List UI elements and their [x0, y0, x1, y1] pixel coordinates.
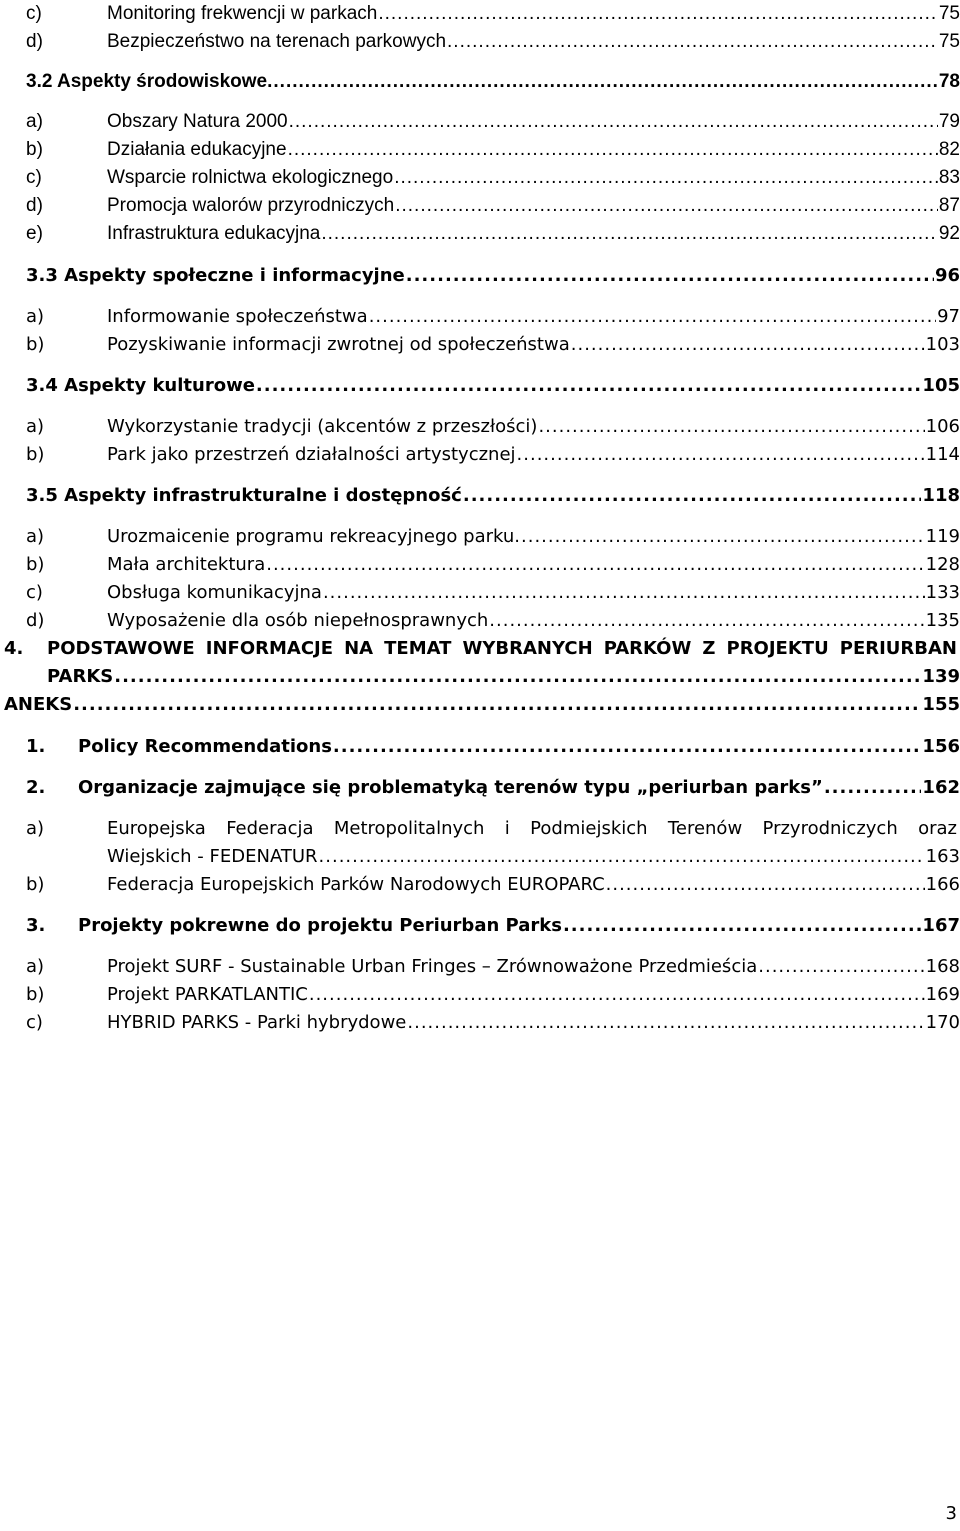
dot-leader	[323, 579, 925, 607]
dot-leader	[273, 68, 937, 96]
toc-section[interactable]	[0, 733, 960, 761]
toc-entry-label: a)	[26, 111, 43, 132]
toc-entry-label: b)	[26, 874, 45, 895]
dot-leader	[406, 262, 934, 290]
toc-entry[interactable]	[0, 1009, 960, 1037]
dot-leader	[256, 372, 922, 400]
dot-leader	[319, 843, 925, 871]
toc-entry-text: Informowanie społeczeństwa	[107, 303, 369, 331]
toc-entry-text: Wsparcie rolnictwa ekologicznego	[107, 164, 394, 192]
toc-entry-text: Pozyskiwanie informacji zwrotnej od społeczeństwa	[107, 331, 571, 359]
toc-entry-page: 135	[925, 607, 960, 635]
toc-entry-text: Obszary Natura 2000	[107, 108, 289, 136]
toc-entry[interactable]	[0, 551, 960, 579]
toc-entry-page: 75	[938, 28, 960, 56]
toc-entry-label: b)	[26, 334, 45, 355]
toc-entry-text: Mała architektura	[107, 551, 266, 579]
toc-entry-text: Federacja Europejskich Parków Narodowych EUROPARC	[107, 871, 606, 899]
toc-section[interactable]	[0, 68, 960, 96]
toc-section[interactable]	[0, 372, 960, 400]
toc-entry-text: Organizacje zajmujące się problematyką terenów typu „periurban parks”	[78, 774, 824, 802]
toc-section[interactable]	[0, 262, 960, 290]
toc-entry-page: 119	[925, 523, 960, 551]
toc-entry-text-continued: Wiejskich - FEDENATUR	[107, 843, 319, 871]
dot-leader	[517, 441, 925, 469]
dot-leader	[758, 953, 924, 981]
dot-leader	[289, 108, 938, 136]
toc-entry-page: 97	[936, 303, 960, 331]
toc-entry-page: 128	[925, 551, 960, 579]
toc-entry-text: Projekt PARKATLANTIC	[107, 981, 309, 1009]
toc-chapter-label: 4.	[4, 638, 24, 659]
toc-section[interactable]	[0, 774, 960, 802]
toc-entry-text: Urozmaicenie programu rekreacyjnego parku.	[107, 523, 521, 551]
toc-entry-page: 96	[934, 262, 960, 290]
toc-entry[interactable]	[0, 523, 960, 551]
dot-leader	[447, 28, 938, 56]
toc-entry-label: a)	[26, 818, 45, 839]
toc-entry-text: Monitoring frekwencji w parkach	[107, 0, 378, 28]
toc-entry-page: 139	[921, 663, 960, 691]
dot-leader	[563, 912, 921, 940]
toc-chapter-text[interactable]: PODSTAWOWE INFORMACJE NA TEMAT WYBRANYCH PARKÓW Z PROJEKTU PERIURBAN	[47, 638, 957, 659]
dot-leader	[333, 733, 922, 761]
toc-entry-text: Wyposażenie dla osób niepełnosprawnych	[107, 607, 489, 635]
toc-entry-page: 82	[938, 136, 960, 164]
toc-entry-page: 162	[921, 774, 960, 802]
toc-section[interactable]	[0, 912, 960, 940]
toc-entry-page: 166	[925, 871, 960, 899]
toc-entry[interactable]	[0, 0, 960, 28]
dot-leader	[395, 192, 938, 220]
toc-entry-page: 133	[925, 579, 960, 607]
dot-leader	[73, 691, 921, 719]
dot-leader	[266, 551, 924, 579]
toc-entry-page: 105	[921, 372, 960, 400]
toc-entry-page: 118	[921, 482, 960, 510]
toc-entry-text: HYBRID PARKS - Parki hybrydowe	[107, 1009, 407, 1037]
page-number: 3	[945, 1503, 957, 1524]
dot-leader	[321, 220, 938, 248]
dot-leader	[407, 1009, 924, 1037]
toc-entry-page: 92	[938, 220, 960, 248]
toc-entry-page: 75	[938, 0, 960, 28]
toc-entry-page: 79	[938, 108, 960, 136]
dot-leader	[571, 331, 925, 359]
toc-entry-page: 106	[925, 413, 960, 441]
toc-entry-text: Obsługa komunikacyjna	[107, 579, 323, 607]
dot-leader	[394, 164, 938, 192]
toc-entry[interactable]	[0, 441, 960, 469]
toc-entry-text: Europejska Federacja Metropolitalnych i Podmiejskich Terenów Przyrodniczych oraz	[107, 818, 957, 839]
toc-entry[interactable]	[0, 108, 960, 136]
toc-entry-text: Infrastruktura edukacyjna	[107, 220, 321, 248]
toc-entry[interactable]	[0, 220, 960, 248]
toc-entry-page: 167	[921, 912, 960, 940]
dot-leader	[378, 0, 938, 28]
toc-entry[interactable]	[0, 871, 960, 899]
toc-entry-text: 3.3 Aspekty społeczne i informacyjne	[26, 262, 406, 290]
toc-entry-label: 3.	[26, 915, 46, 936]
toc-entry-page: 87	[938, 192, 960, 220]
toc-entry[interactable]	[0, 331, 960, 359]
toc-entry-label: a)	[26, 306, 45, 327]
toc-entry-label: c)	[26, 582, 43, 603]
dot-leader	[521, 523, 925, 551]
toc-entry-text: 3.5 Aspekty infrastrukturalne i dostępność	[26, 482, 463, 510]
toc-entry-label: a)	[26, 956, 45, 977]
toc-entry-page: 163	[925, 843, 960, 871]
toc-chapter[interactable]	[0, 663, 960, 691]
toc-entry[interactable]	[0, 579, 960, 607]
toc-entry-page: 155	[921, 691, 960, 719]
toc-entry[interactable]	[0, 164, 960, 192]
dot-leader	[824, 774, 922, 802]
toc-entry-text: ANEKS	[4, 691, 73, 719]
toc-entry-page: 83	[938, 164, 960, 192]
toc-section[interactable]	[0, 482, 960, 510]
toc-entry-page: 78	[938, 68, 960, 96]
dot-leader	[114, 663, 921, 691]
toc-entry-page: 168	[925, 953, 960, 981]
toc-entry-label: d)	[26, 31, 43, 52]
toc-entry-label: 2.	[26, 777, 46, 798]
toc-entry-text: Wykorzystanie tradycji (akcentów z przeszłości)	[107, 413, 538, 441]
toc-entry-text: Działania edukacyjne	[107, 136, 288, 164]
toc-chapter[interactable]	[0, 691, 960, 719]
dot-leader	[309, 981, 925, 1009]
toc-entry[interactable]	[0, 981, 960, 1009]
toc-entry-page: 156	[921, 733, 960, 761]
toc-entry-page: 170	[925, 1009, 960, 1037]
toc-entry[interactable]	[0, 607, 960, 635]
toc-entry-page: 114	[925, 441, 960, 469]
toc-entry[interactable]	[0, 192, 960, 220]
toc-entry-text: Projekty pokrewne do projektu Periurban Parks	[78, 912, 563, 940]
dot-leader	[369, 303, 936, 331]
toc-entry-text-continued: PARKS	[47, 663, 114, 691]
toc-entry-page: 103	[925, 331, 960, 359]
toc-entry[interactable]	[0, 303, 960, 331]
dot-leader	[463, 482, 922, 510]
toc-entry-text: Park jako przestrzeń działalności artystycznej	[107, 441, 517, 469]
toc-entry-label: c)	[26, 3, 42, 24]
dot-leader	[489, 607, 924, 635]
toc-entry-text: Projekt SURF - Sustainable Urban Fringes – Zrównoważone Przedmieścia	[107, 953, 758, 981]
toc-entry-label: c)	[26, 167, 42, 188]
toc-entry-label: e)	[26, 223, 43, 244]
toc-entry-label: c)	[26, 1012, 43, 1033]
toc-entry[interactable]	[0, 843, 960, 871]
toc-entry[interactable]	[0, 815, 960, 843]
toc-entry-label: b)	[26, 444, 45, 465]
toc-entry-text: 3.2 Aspekty środowiskowe.	[26, 68, 273, 96]
toc-entry-label: a)	[26, 526, 45, 547]
toc-entry-text: Bezpieczeństwo na terenach parkowych	[107, 28, 447, 56]
toc-entry[interactable]	[0, 28, 960, 56]
toc-entry[interactable]	[0, 413, 960, 441]
toc-entry-label: b)	[26, 554, 45, 575]
toc-entry[interactable]	[0, 953, 960, 981]
toc-entry-label: b)	[26, 139, 43, 160]
dot-leader	[538, 413, 924, 441]
toc-entry-text: Promocja walorów przyrodniczych	[107, 192, 395, 220]
toc-entry-text: Policy Recommendations	[78, 733, 333, 761]
toc-entry[interactable]	[0, 136, 960, 164]
toc-entry-label: d)	[26, 195, 43, 216]
toc-entry-label: d)	[26, 610, 45, 631]
dot-leader	[288, 136, 938, 164]
toc-entry-page: 169	[925, 981, 960, 1009]
toc-entry-label: b)	[26, 984, 45, 1005]
toc-entry-label: a)	[26, 416, 45, 437]
toc-entry-text: 3.4 Aspekty kulturowe	[26, 372, 256, 400]
dot-leader	[606, 871, 925, 899]
toc-entry-label: 1.	[26, 736, 46, 757]
